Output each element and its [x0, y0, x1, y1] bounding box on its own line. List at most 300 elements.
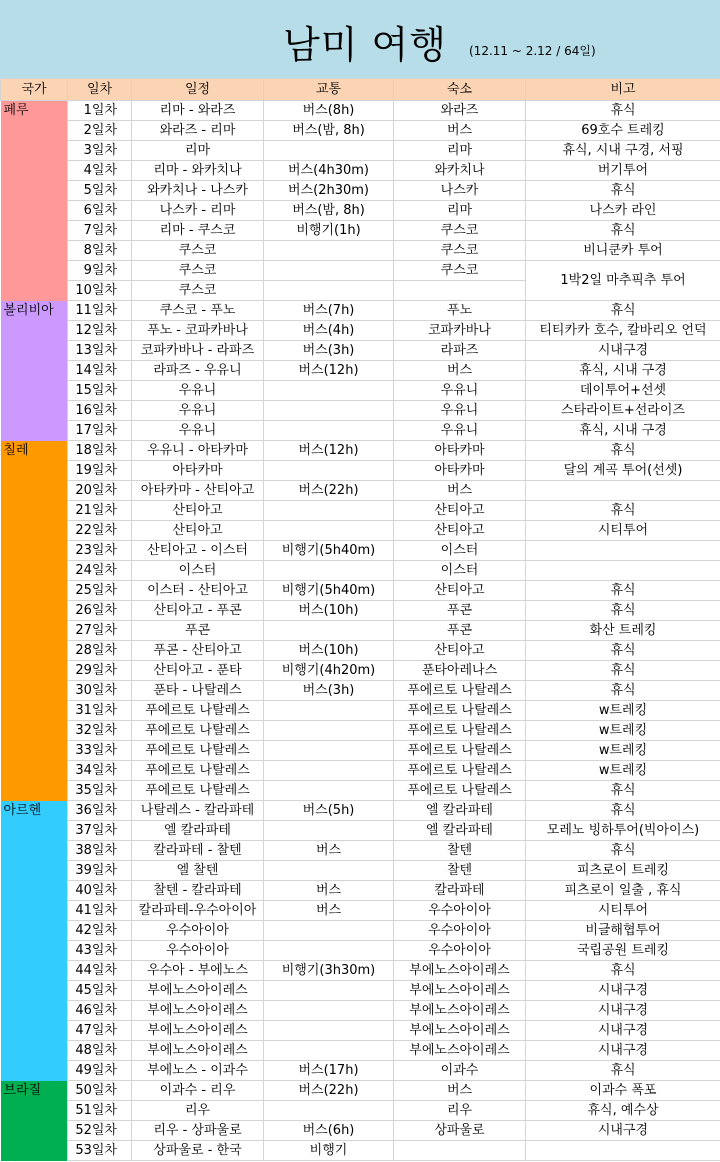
table-row [1, 961, 720, 981]
transport-cell: 비행기 [264, 1141, 394, 1161]
transport-cell: 버스(22h) [264, 481, 394, 501]
route-cell: 쿠스코 [132, 281, 264, 301]
table-row [1, 261, 720, 281]
route-cell: 푼타 - 나탈레스 [132, 681, 264, 701]
table-row [1, 361, 720, 381]
lodging-cell: 와라즈 [394, 101, 526, 121]
lodging-cell: 이스터 [394, 561, 526, 581]
lodging-cell: 쿠스코 [394, 221, 526, 241]
table-row [1, 881, 720, 901]
route-cell: 엘 찰텐 [132, 861, 264, 881]
transport-cell [264, 761, 394, 781]
header-note: 비고 [526, 79, 720, 101]
page-title: 남미 여행 [283, 23, 447, 67]
table-row [1, 1021, 720, 1041]
lodging-cell: 산티아고 [394, 501, 526, 521]
route-cell: 리우 - 상파울로 [132, 1121, 264, 1141]
note-cell: 시내구경 [526, 1021, 720, 1041]
note-cell: w트레킹 [526, 761, 720, 781]
table-row [1, 461, 720, 481]
lodging-cell: 나스카 [394, 181, 526, 201]
route-cell: 아타카마 - 산티아고 [132, 481, 264, 501]
transport-cell: 버스(10h) [264, 601, 394, 621]
note-cell: 피츠로이 트레킹 [526, 861, 720, 881]
route-cell: 산티아고 - 푼타 [132, 661, 264, 681]
day-cell: 18일차 [68, 441, 132, 461]
lodging-cell [394, 1141, 526, 1161]
table-row [1, 101, 720, 121]
page-subtitle: (12.11 ~ 2.12 / 64일) [469, 44, 596, 58]
route-cell: 산티아고 [132, 521, 264, 541]
transport-cell: 버스(22h) [264, 1081, 394, 1101]
note-cell: 휴식 [526, 101, 720, 121]
note-cell: w트레킹 [526, 721, 720, 741]
note-cell: 시내구경 [526, 1001, 720, 1021]
note-cell: 휴식 [526, 221, 720, 241]
transport-cell [264, 861, 394, 881]
header-country: 국가 [1, 79, 68, 101]
note-cell: 휴식, 시내 구경 [526, 421, 720, 441]
route-cell: 푸에르토 나탈레스 [132, 761, 264, 781]
note-cell: 휴식 [526, 1061, 720, 1081]
route-cell: 산티아고 [132, 501, 264, 521]
route-cell: 와라즈 - 리마 [132, 121, 264, 141]
day-cell: 50일차 [68, 1081, 132, 1101]
route-cell: 푸콘 [132, 621, 264, 641]
lodging-cell: 푸에르토 나탈레스 [394, 681, 526, 701]
transport-cell [264, 401, 394, 421]
route-cell: 우유니 [132, 421, 264, 441]
day-cell: 8일차 [68, 241, 132, 261]
lodging-cell: 리마 [394, 201, 526, 221]
note-cell: 시티투어 [526, 521, 720, 541]
table-row [1, 1001, 720, 1021]
transport-cell: 비행기(5h40m) [264, 581, 394, 601]
note-cell: w트레킹 [526, 701, 720, 721]
route-cell: 산티아고 - 이스터 [132, 541, 264, 561]
table-row [1, 1121, 720, 1141]
route-cell: 부에노스아이레스 [132, 1021, 264, 1041]
lodging-cell: 부에노스아이레스 [394, 1021, 526, 1041]
country-cell: 볼리비아 [1, 301, 68, 441]
route-cell: 라파즈 - 우유니 [132, 361, 264, 381]
table-row [1, 1061, 720, 1081]
note-cell: 69호수 트레킹 [526, 121, 720, 141]
table-row [1, 921, 720, 941]
note-cell: 휴식 [526, 501, 720, 521]
note-cell: 화산 트레킹 [526, 621, 720, 641]
country-cell: 칠레 [1, 441, 68, 801]
transport-cell [264, 381, 394, 401]
lodging-cell: 이스터 [394, 541, 526, 561]
table-row [1, 581, 720, 601]
lodging-cell: 산티아고 [394, 641, 526, 661]
table-row [1, 621, 720, 641]
day-cell: 42일차 [68, 921, 132, 941]
route-cell: 푸노 - 코파카바나 [132, 321, 264, 341]
day-cell: 14일차 [68, 361, 132, 381]
note-cell: 데이투어+선셋 [526, 381, 720, 401]
transport-cell: 버스(3h) [264, 341, 394, 361]
transport-cell [264, 1101, 394, 1121]
country-cell: 아르헨 [1, 801, 68, 1081]
lodging-cell: 우수아이아 [394, 921, 526, 941]
route-cell: 부에노스아이레스 [132, 1041, 264, 1061]
day-cell: 46일차 [68, 1001, 132, 1021]
table-row [1, 201, 720, 221]
transport-cell: 비행기(3h30m) [264, 961, 394, 981]
route-cell: 우유니 [132, 401, 264, 421]
transport-cell: 버스(4h30m) [264, 161, 394, 181]
route-cell: 코파카바나 - 라파즈 [132, 341, 264, 361]
note-cell: w트레킹 [526, 741, 720, 761]
route-cell: 이스터 - 산티아고 [132, 581, 264, 601]
table-row [1, 741, 720, 761]
route-cell: 쿠스코 [132, 261, 264, 281]
route-cell: 부에노스아이레스 [132, 981, 264, 1001]
day-cell: 48일차 [68, 1041, 132, 1061]
transport-cell [264, 621, 394, 641]
day-cell: 11일차 [68, 301, 132, 321]
route-cell: 우유니 - 아타카마 [132, 441, 264, 461]
table-row [1, 241, 720, 261]
day-cell: 52일차 [68, 1121, 132, 1141]
transport-cell: 버스(17h) [264, 1061, 394, 1081]
table-row [1, 501, 720, 521]
note-cell: 휴식, 시내 구경, 서핑 [526, 141, 720, 161]
lodging-cell: 와카치나 [394, 161, 526, 181]
table-row [1, 1101, 720, 1121]
lodging-cell: 푸에르토 나탈레스 [394, 761, 526, 781]
note-cell: 국립공원 트레킹 [526, 941, 720, 961]
lodging-cell: 우유니 [394, 421, 526, 441]
table-row [1, 601, 720, 621]
lodging-cell: 우유니 [394, 401, 526, 421]
note-cell: 이과수 폭포 [526, 1081, 720, 1101]
transport-cell [264, 421, 394, 441]
transport-cell [264, 921, 394, 941]
transport-cell: 버스(12h) [264, 441, 394, 461]
lodging-cell: 이과수 [394, 1061, 526, 1081]
day-cell: 29일차 [68, 661, 132, 681]
table-row [1, 301, 720, 321]
lodging-cell: 푸에르토 나탈레스 [394, 781, 526, 801]
note-cell: 비니쿤카 투어 [526, 241, 720, 261]
lodging-cell: 아타카마 [394, 461, 526, 481]
note-cell: 휴식 [526, 961, 720, 981]
lodging-cell: 엘 칼라파테 [394, 821, 526, 841]
day-cell: 44일차 [68, 961, 132, 981]
note-cell: 휴식, 예수상 [526, 1101, 720, 1121]
day-cell: 13일차 [68, 341, 132, 361]
route-cell: 엘 칼라파테 [132, 821, 264, 841]
note-cell: 휴식 [526, 681, 720, 701]
transport-cell [264, 981, 394, 1001]
day-cell: 6일차 [68, 201, 132, 221]
day-cell: 24일차 [68, 561, 132, 581]
transport-cell: 버스(10h) [264, 641, 394, 661]
title-banner [0, 0, 720, 78]
table-row [1, 381, 720, 401]
day-cell: 3일차 [68, 141, 132, 161]
note-cell: 휴식 [526, 601, 720, 621]
lodging-cell: 쿠스코 [394, 261, 526, 281]
lodging-cell: 푸에르토 나탈레스 [394, 701, 526, 721]
route-cell: 푸콘 - 산티아고 [132, 641, 264, 661]
route-cell: 푸에르토 나탈레스 [132, 701, 264, 721]
lodging-cell: 푸에르토 나탈레스 [394, 721, 526, 741]
table-row [1, 661, 720, 681]
transport-cell: 버스(5h) [264, 801, 394, 821]
header-lodging: 숙소 [394, 79, 526, 101]
table-row [1, 1081, 720, 1101]
transport-cell [264, 141, 394, 161]
route-cell: 산티아고 - 푸콘 [132, 601, 264, 621]
transport-cell: 비행기(1h) [264, 221, 394, 241]
transport-cell [264, 261, 394, 281]
table-row [1, 121, 720, 141]
day-cell: 12일차 [68, 321, 132, 341]
note-cell: 시내구경 [526, 1041, 720, 1061]
day-cell: 7일차 [68, 221, 132, 241]
day-cell: 41일차 [68, 901, 132, 921]
transport-cell [264, 1021, 394, 1041]
route-cell: 칼라파테 - 찰텐 [132, 841, 264, 861]
day-cell: 39일차 [68, 861, 132, 881]
note-cell: 휴식 [526, 841, 720, 861]
day-cell: 10일차 [68, 281, 132, 301]
transport-cell: 버스(8h) [264, 101, 394, 121]
transport-cell [264, 561, 394, 581]
table-row [1, 141, 720, 161]
transport-cell: 버스 [264, 841, 394, 861]
day-cell: 25일차 [68, 581, 132, 601]
note-cell: 휴식 [526, 181, 720, 201]
country-cell: 페루 [1, 101, 68, 301]
day-cell: 27일차 [68, 621, 132, 641]
table-row [1, 181, 720, 201]
note-cell: 모레노 빙하투어(빅아이스) [526, 821, 720, 841]
table-row [1, 641, 720, 661]
day-cell: 51일차 [68, 1101, 132, 1121]
transport-cell [264, 781, 394, 801]
lodging-cell: 리마 [394, 141, 526, 161]
transport-cell: 버스(6h) [264, 1121, 394, 1141]
table-row [1, 941, 720, 961]
table-row [1, 821, 720, 841]
note-cell: 휴식 [526, 301, 720, 321]
route-cell: 리마 [132, 141, 264, 161]
lodging-cell: 리우 [394, 1101, 526, 1121]
day-cell: 5일차 [68, 181, 132, 201]
lodging-cell: 버스 [394, 361, 526, 381]
day-cell: 38일차 [68, 841, 132, 861]
transport-cell: 버스 [264, 881, 394, 901]
note-cell: 시내구경 [526, 981, 720, 1001]
note-cell [526, 561, 720, 581]
route-cell: 리마 - 쿠스코 [132, 221, 264, 241]
transport-cell [264, 701, 394, 721]
header-transport: 교통 [264, 79, 394, 101]
lodging-cell: 부에노스아이레스 [394, 961, 526, 981]
note-cell [526, 1141, 720, 1161]
day-cell: 30일차 [68, 681, 132, 701]
header-route: 일정 [132, 79, 264, 101]
transport-cell [264, 281, 394, 301]
table-row [1, 481, 720, 501]
header-row [1, 79, 720, 101]
transport-cell [264, 241, 394, 261]
lodging-cell: 버스 [394, 121, 526, 141]
note-cell: 달의 계곡 투어(선셋) [526, 461, 720, 481]
table-row [1, 801, 720, 821]
lodging-cell: 부에노스아이레스 [394, 1041, 526, 1061]
transport-cell [264, 1041, 394, 1061]
table-row [1, 761, 720, 781]
route-cell: 우수아 - 부에노스 [132, 961, 264, 981]
route-cell: 이스터 [132, 561, 264, 581]
lodging-cell: 우수아이아 [394, 941, 526, 961]
table-row [1, 521, 720, 541]
route-cell: 부에노스 - 이과수 [132, 1061, 264, 1081]
day-cell: 21일차 [68, 501, 132, 521]
lodging-cell: 부에노스아이레스 [394, 1001, 526, 1021]
lodging-cell: 찰텐 [394, 861, 526, 881]
route-cell: 나탈레스 - 칼라파테 [132, 801, 264, 821]
day-cell: 37일차 [68, 821, 132, 841]
day-cell: 2일차 [68, 121, 132, 141]
route-cell: 우수아이아 [132, 941, 264, 961]
lodging-cell: 푼타아레나스 [394, 661, 526, 681]
day-cell: 31일차 [68, 701, 132, 721]
note-cell: 휴식 [526, 781, 720, 801]
day-cell: 17일차 [68, 421, 132, 441]
transport-cell [264, 741, 394, 761]
day-cell: 45일차 [68, 981, 132, 1001]
note-cell: 1박2일 마추픽추 투어 [526, 261, 720, 301]
transport-cell [264, 1001, 394, 1021]
lodging-cell: 부에노스아이레스 [394, 981, 526, 1001]
table-row [1, 561, 720, 581]
transport-cell: 버스(2h30m) [264, 181, 394, 201]
table-row [1, 161, 720, 181]
lodging-cell: 엘 칼라파테 [394, 801, 526, 821]
transport-cell [264, 521, 394, 541]
day-cell: 35일차 [68, 781, 132, 801]
table-row [1, 421, 720, 441]
day-cell: 19일차 [68, 461, 132, 481]
note-cell: 시내구경 [526, 341, 720, 361]
itinerary-table [0, 78, 720, 1161]
note-cell: 나스카 라인 [526, 201, 720, 221]
note-cell: 버기투어 [526, 161, 720, 181]
table-row [1, 841, 720, 861]
transport-cell [264, 461, 394, 481]
route-cell: 이과수 - 리우 [132, 1081, 264, 1101]
table-row [1, 901, 720, 921]
lodging-cell: 푸콘 [394, 601, 526, 621]
day-cell: 49일차 [68, 1061, 132, 1081]
day-cell: 16일차 [68, 401, 132, 421]
table-row [1, 221, 720, 241]
day-cell: 1일차 [68, 101, 132, 121]
route-cell: 리마 - 와라즈 [132, 101, 264, 121]
route-cell: 칼라파테-우수아이아 [132, 901, 264, 921]
transport-cell [264, 721, 394, 741]
route-cell: 찰텐 - 칼라파테 [132, 881, 264, 901]
day-cell: 43일차 [68, 941, 132, 961]
lodging-cell: 버스 [394, 481, 526, 501]
route-cell: 푸에르토 나탈레스 [132, 721, 264, 741]
table-row [1, 681, 720, 701]
route-cell: 와카치나 - 나스카 [132, 181, 264, 201]
note-cell [526, 481, 720, 501]
day-cell: 40일차 [68, 881, 132, 901]
route-cell: 푸에르토 나탈레스 [132, 781, 264, 801]
lodging-cell: 쿠스코 [394, 241, 526, 261]
transport-cell: 버스 [264, 901, 394, 921]
lodging-cell: 푸노 [394, 301, 526, 321]
transport-cell [264, 821, 394, 841]
day-cell: 34일차 [68, 761, 132, 781]
table-row [1, 541, 720, 561]
note-cell: 휴식, 시내 구경 [526, 361, 720, 381]
day-cell: 36일차 [68, 801, 132, 821]
note-cell: 티티카카 호수, 칼바리오 언덕 [526, 321, 720, 341]
route-cell: 리마 - 와카치나 [132, 161, 264, 181]
note-cell: 시티투어 [526, 901, 720, 921]
table-row [1, 1041, 720, 1061]
transport-cell: 버스(밤, 8h) [264, 121, 394, 141]
lodging-cell: 찰텐 [394, 841, 526, 861]
day-cell: 26일차 [68, 601, 132, 621]
table-row [1, 341, 720, 361]
route-cell: 쿠스코 [132, 241, 264, 261]
transport-cell: 버스(4h) [264, 321, 394, 341]
table-row [1, 441, 720, 461]
route-cell: 부에노스아이레스 [132, 1001, 264, 1021]
route-cell: 푸에르토 나탈레스 [132, 741, 264, 761]
transport-cell: 버스(12h) [264, 361, 394, 381]
route-cell: 아타카마 [132, 461, 264, 481]
lodging-cell: 버스 [394, 1081, 526, 1101]
table-row [1, 721, 720, 741]
route-cell: 우유니 [132, 381, 264, 401]
lodging-cell: 라파즈 [394, 341, 526, 361]
transport-cell: 버스(3h) [264, 681, 394, 701]
day-cell: 9일차 [68, 261, 132, 281]
note-cell: 시내구경 [526, 1121, 720, 1141]
route-cell: 우수아이아 [132, 921, 264, 941]
note-cell: 피츠로이 일출 , 휴식 [526, 881, 720, 901]
note-cell: 비글해협투어 [526, 921, 720, 941]
lodging-cell: 칼라파테 [394, 881, 526, 901]
route-cell: 상파울로 - 한국 [132, 1141, 264, 1161]
day-cell: 22일차 [68, 521, 132, 541]
note-cell: 휴식 [526, 441, 720, 461]
route-cell: 쿠스코 - 푸노 [132, 301, 264, 321]
transport-cell: 비행기(4h20m) [264, 661, 394, 681]
day-cell: 33일차 [68, 741, 132, 761]
day-cell: 53일차 [68, 1141, 132, 1161]
table-row [1, 321, 720, 341]
itinerary-body [1, 101, 720, 1161]
route-cell: 리우 [132, 1101, 264, 1121]
day-cell: 32일차 [68, 721, 132, 741]
lodging-cell: 산티아고 [394, 581, 526, 601]
day-cell: 20일차 [68, 481, 132, 501]
day-cell: 23일차 [68, 541, 132, 561]
